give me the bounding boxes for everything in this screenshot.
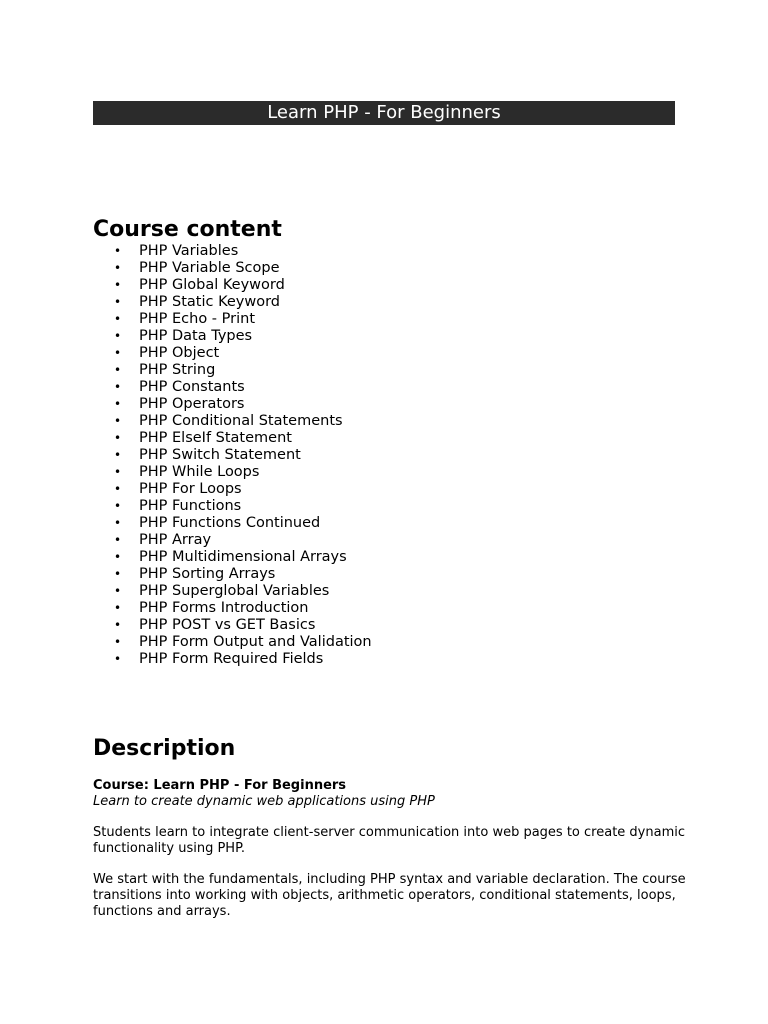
description-heading: Description xyxy=(93,736,236,761)
document-title: Learn PHP - For Beginners xyxy=(93,101,675,125)
course-list-item: • PHP Array xyxy=(139,532,372,549)
course-list-item: • PHP Sorting Arrays xyxy=(139,566,372,583)
course-list-item: • PHP Superglobal Variables xyxy=(139,583,372,600)
course-list-item: • PHP Static Keyword xyxy=(139,294,372,311)
course-list-item: • PHP Operators xyxy=(139,396,372,413)
course-list-item: • PHP While Loops xyxy=(139,464,372,481)
course-list-item: • PHP Multidimensional Arrays xyxy=(139,549,372,566)
course-list-item: • PHP String xyxy=(139,362,372,379)
course-list-item: • PHP Functions xyxy=(139,498,372,515)
course-list-item: • PHP Form Required Fields xyxy=(139,651,372,668)
course-list-item: • PHP Variables xyxy=(139,243,372,260)
description-paragraph: Students learn to integrate client-server communication into web pages to create dynamic functionality using PHP. xyxy=(93,825,685,856)
course-list-item: • PHP Data Types xyxy=(139,328,372,345)
course-list-item: • PHP Conditional Statements xyxy=(139,413,372,430)
course-content-heading: Course content xyxy=(93,217,282,242)
course-list-item: • PHP Variable Scope xyxy=(139,260,372,277)
course-list-item: • PHP For Loops xyxy=(139,481,372,498)
course-list-item: • PHP Forms Introduction xyxy=(139,600,372,617)
course-content-list xyxy=(93,243,372,668)
course-list-item: • PHP Object xyxy=(139,345,372,362)
course-list-item: • PHP Constants xyxy=(139,379,372,396)
course-list-item: • PHP POST vs GET Basics xyxy=(139,617,372,634)
course-list-item: • PHP Echo - Print xyxy=(139,311,372,328)
description-tagline: Learn to create dynamic web applications using PHP xyxy=(93,794,435,809)
description-course-line: Course: Learn PHP - For Beginners xyxy=(93,778,347,793)
course-list-item: • PHP Switch Statement xyxy=(139,447,372,464)
course-list-item: • PHP Functions Continued xyxy=(139,515,372,532)
course-list-item: • PHP ElseIf Statement xyxy=(139,430,372,447)
course-list-item: • PHP Global Keyword xyxy=(139,277,372,294)
description-paragraph: We start with the fundamentals, including PHP syntax and variable declaration. The course transitions into working with objects, arithmetic operators, conditional statements, loops, functions and arrays. xyxy=(93,872,686,919)
course-list-item: • PHP Form Output and Validation xyxy=(139,634,372,651)
